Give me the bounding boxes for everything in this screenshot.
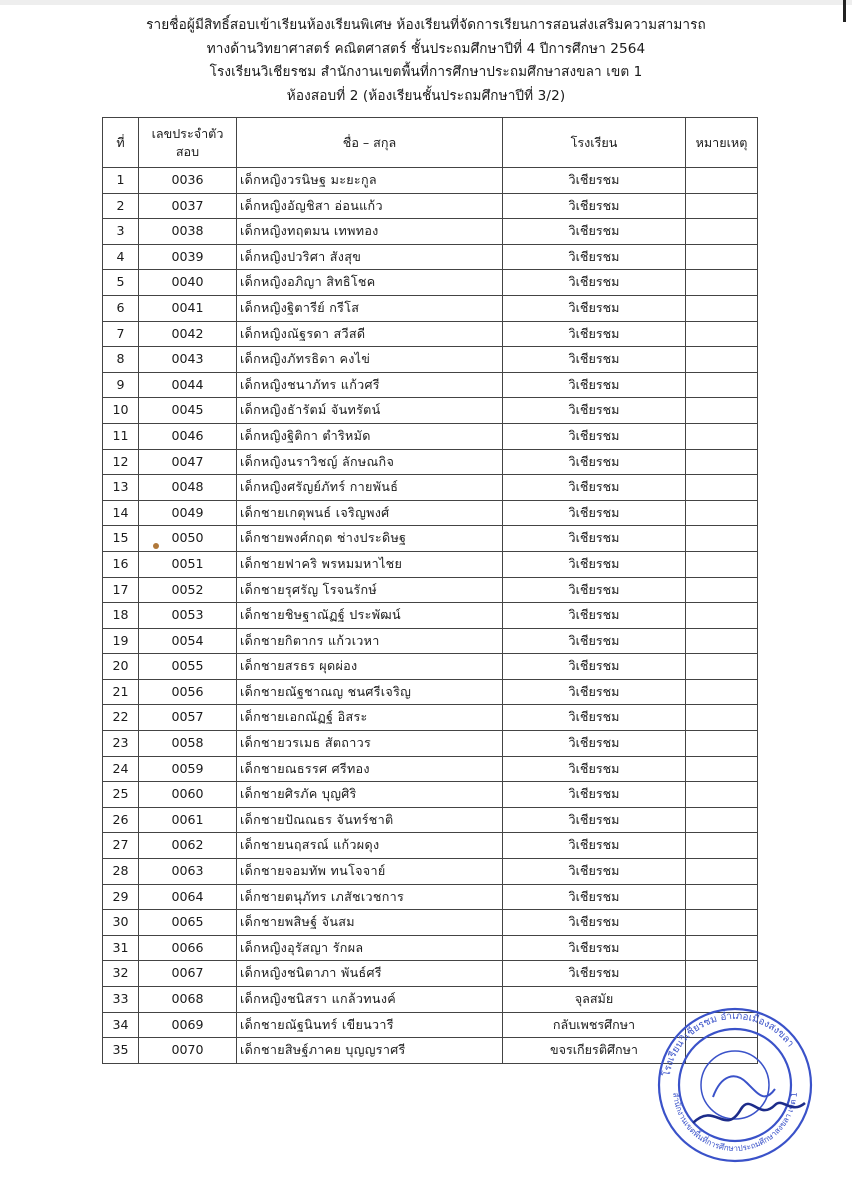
table-row bbox=[103, 603, 758, 629]
table-header-row bbox=[103, 118, 758, 168]
cell-no: 18 bbox=[103, 603, 139, 629]
table-row bbox=[103, 679, 758, 705]
header-line-3: โรงเรียนวิเชียรชม สำนักงานเขตพื้นที่การศึกษาประถมศึกษาสงขลา เขต 1 bbox=[209, 64, 643, 80]
table-row bbox=[103, 961, 758, 987]
col-header-school: โรงเรียน bbox=[503, 118, 686, 168]
cell-school: วิเชียรชม bbox=[503, 884, 686, 910]
cell-note bbox=[686, 756, 758, 782]
cell-name: เด็กหญิงธัารัตม์ จันทรัตน์ bbox=[237, 398, 503, 424]
cell-exam-id: 0048 bbox=[139, 475, 237, 501]
cell-note bbox=[686, 475, 758, 501]
table-row bbox=[103, 910, 758, 936]
cell-exam-id: 0042 bbox=[139, 321, 237, 347]
col-header-note: หมายเหตุ bbox=[686, 118, 758, 168]
cell-school: วิเชียรชม bbox=[503, 423, 686, 449]
cell-name: เด็กชายฟาคริ พรหมมหาไชย bbox=[237, 551, 503, 577]
roster-body bbox=[103, 168, 758, 1064]
cell-no: 20 bbox=[103, 654, 139, 680]
header-line-2: ทางด้านวิทยาศาสตร์ คณิตศาสตร์ ชั้นประถมศึกษาปีที่ 4 ปีการศึกษา 2564 bbox=[206, 40, 646, 57]
cell-name: เด็กชายรุศรัญ โรจนรักษ์ bbox=[237, 577, 503, 603]
table-row bbox=[103, 731, 758, 757]
cell-school: วิเชียรชม bbox=[503, 193, 686, 219]
cell-note bbox=[686, 295, 758, 321]
cell-no: 16 bbox=[103, 551, 139, 577]
cell-exam-id: 0067 bbox=[139, 961, 237, 987]
table-row bbox=[103, 551, 758, 577]
cell-no: 9 bbox=[103, 372, 139, 398]
table-row bbox=[103, 168, 758, 194]
cell-no: 2 bbox=[103, 193, 139, 219]
table-row bbox=[103, 449, 758, 475]
cell-name: เด็กชายปัณณธร จันทร์ชาติ bbox=[237, 807, 503, 833]
cell-exam-id: 0059 bbox=[139, 756, 237, 782]
cell-note bbox=[686, 168, 758, 194]
cell-name: เด็กชายชิษฐาณัฏฐ์ ประพัฒน์ bbox=[237, 603, 503, 629]
cell-no: 13 bbox=[103, 475, 139, 501]
cell-note bbox=[686, 347, 758, 373]
cell-school: วิเชียรชม bbox=[503, 219, 686, 245]
cell-exam-id: 0063 bbox=[139, 859, 237, 885]
cell-name: เด็กชายสรธร ผุดผ่อง bbox=[237, 654, 503, 680]
table-row bbox=[103, 782, 758, 808]
cell-exam-id: 0053 bbox=[139, 603, 237, 629]
cell-no: 33 bbox=[103, 987, 139, 1013]
cell-no: 29 bbox=[103, 884, 139, 910]
cell-school: วิเชียรชม bbox=[503, 603, 686, 629]
cell-exam-id: 0057 bbox=[139, 705, 237, 731]
cell-school: วิเชียรชม bbox=[503, 347, 686, 373]
cell-no: 31 bbox=[103, 935, 139, 961]
cell-exam-id: 0043 bbox=[139, 347, 237, 373]
cell-no: 23 bbox=[103, 731, 139, 757]
cell-no: 24 bbox=[103, 756, 139, 782]
cell-note bbox=[686, 244, 758, 270]
cell-no: 3 bbox=[103, 219, 139, 245]
cell-exam-id: 0062 bbox=[139, 833, 237, 859]
cell-school: วิเชียรชม bbox=[503, 372, 686, 398]
cell-no: 8 bbox=[103, 347, 139, 373]
cell-no: 19 bbox=[103, 628, 139, 654]
cell-no: 26 bbox=[103, 807, 139, 833]
cell-name: เด็กชายณธรรศ ศรีทอง bbox=[237, 756, 503, 782]
cell-school: วิเชียรชม bbox=[503, 295, 686, 321]
cell-no: 4 bbox=[103, 244, 139, 270]
cell-school: วิเชียรชม bbox=[503, 705, 686, 731]
cell-exam-id: 0065 bbox=[139, 910, 237, 936]
cell-exam-id: 0041 bbox=[139, 295, 237, 321]
col-header-exam-id-line2: สอบ bbox=[175, 143, 200, 159]
cell-no: 22 bbox=[103, 705, 139, 731]
header-line-1: รายชื่อผู้มีสิทธิ์สอบเข้าเรียนห้องเรียนพิเศษ ห้องเรียนที่จัดการเรียนการสอนส่งเสริมความสามารถ bbox=[146, 17, 706, 33]
cell-school: วิเชียรชม bbox=[503, 961, 686, 987]
cell-note bbox=[686, 935, 758, 961]
table-row bbox=[103, 321, 758, 347]
cell-no: 34 bbox=[103, 1012, 139, 1038]
cell-exam-id: 0047 bbox=[139, 449, 237, 475]
cell-no: 15 bbox=[103, 526, 139, 552]
cell-school: วิเชียรชม bbox=[503, 449, 686, 475]
seal-outer-ring bbox=[659, 1009, 811, 1161]
cell-school: จุลสมัย bbox=[503, 987, 686, 1013]
cell-note bbox=[686, 603, 758, 629]
table-row bbox=[103, 475, 758, 501]
col-header-no: ที่ bbox=[103, 118, 139, 168]
cell-exam-id: 0050 bbox=[139, 526, 237, 552]
cell-exam-id: 0060 bbox=[139, 782, 237, 808]
table-row bbox=[103, 295, 758, 321]
cell-note bbox=[686, 270, 758, 296]
cell-name: เด็กชายพสิษฐ์ จันสม bbox=[237, 910, 503, 936]
cell-school: วิเชียรชม bbox=[503, 654, 686, 680]
table-row bbox=[103, 628, 758, 654]
cell-school: วิเชียรชม bbox=[503, 679, 686, 705]
cell-name: เด็กชายพงศ์กฤต ช่างประดิษฐ bbox=[237, 526, 503, 552]
cell-exam-id: 0038 bbox=[139, 219, 237, 245]
cell-name: เด็กชายจอมทัพ ทนโจจาย์ bbox=[237, 859, 503, 885]
cell-note bbox=[686, 526, 758, 552]
cell-note bbox=[686, 705, 758, 731]
cell-no: 6 bbox=[103, 295, 139, 321]
table-row bbox=[103, 833, 758, 859]
table-row bbox=[103, 884, 758, 910]
cell-no: 25 bbox=[103, 782, 139, 808]
table-row bbox=[103, 423, 758, 449]
col-header-name: ชื่อ – สกุล bbox=[237, 118, 503, 168]
cell-no: 21 bbox=[103, 679, 139, 705]
cell-name: เด็กหญิงอุรัสญา รักผล bbox=[237, 935, 503, 961]
cell-note bbox=[686, 654, 758, 680]
cell-note bbox=[686, 884, 758, 910]
cell-note bbox=[686, 577, 758, 603]
cell-note bbox=[686, 219, 758, 245]
cell-exam-id: 0054 bbox=[139, 628, 237, 654]
cell-note bbox=[686, 807, 758, 833]
cell-note bbox=[686, 449, 758, 475]
cell-name: เด็กหญิงฐิตารีย์ กรีโส bbox=[237, 295, 503, 321]
school-seal-stamp bbox=[655, 1005, 815, 1165]
cell-note bbox=[686, 372, 758, 398]
cell-no: 27 bbox=[103, 833, 139, 859]
cell-school: วิเชียรชม bbox=[503, 577, 686, 603]
cell-school: วิเชียรชม bbox=[503, 500, 686, 526]
table-row bbox=[103, 807, 758, 833]
cell-school: วิเชียรชม bbox=[503, 782, 686, 808]
cell-school: วิเชียรชม bbox=[503, 244, 686, 270]
cell-no: 32 bbox=[103, 961, 139, 987]
cell-name: เด็กหญิงชนาภัทร แก้วศรี bbox=[237, 372, 503, 398]
cell-school: วิเชียรชม bbox=[503, 551, 686, 577]
cell-exam-id: 0056 bbox=[139, 679, 237, 705]
cell-name: เด็กหญิงอัญชิสา อ่อนแก้ว bbox=[237, 193, 503, 219]
table-row bbox=[103, 526, 758, 552]
cell-name: เด็กชายเอกณัฏฐ์ อิสระ bbox=[237, 705, 503, 731]
cell-school: วิเชียรชม bbox=[503, 756, 686, 782]
seal-inner-ring bbox=[679, 1029, 791, 1141]
table-row bbox=[103, 500, 758, 526]
cell-name: เด็กชายณัฐนินทร์ เขียนวารี bbox=[237, 1012, 503, 1038]
cell-no: 28 bbox=[103, 859, 139, 885]
cell-note bbox=[686, 782, 758, 808]
table-row bbox=[103, 244, 758, 270]
header-line-4: ห้องสอบที่ 2 (ห้องเรียนชั้นประถมศึกษาปีที่ 3/2) bbox=[286, 87, 566, 104]
cell-name: เด็กหญิงภัทรธิดา คงไข่ bbox=[237, 347, 503, 373]
cell-exam-id: 0049 bbox=[139, 500, 237, 526]
cell-exam-id: 0040 bbox=[139, 270, 237, 296]
cell-school: วิเชียรชม bbox=[503, 398, 686, 424]
table-row bbox=[103, 705, 758, 731]
cell-name: เด็กหญิงนราวิชญ์ ลักษณกิจ bbox=[237, 449, 503, 475]
cell-note bbox=[686, 398, 758, 424]
cell-no: 35 bbox=[103, 1038, 139, 1064]
cell-name: เด็กชายเกตุพนธ์ เจริญพงศ์ bbox=[237, 500, 503, 526]
table-row bbox=[103, 347, 758, 373]
cell-note bbox=[686, 679, 758, 705]
cell-exam-id: 0036 bbox=[139, 168, 237, 194]
table-row bbox=[103, 577, 758, 603]
cell-note bbox=[686, 910, 758, 936]
seal-emblem-figure bbox=[713, 1076, 775, 1097]
table-row bbox=[103, 756, 758, 782]
cell-exam-id: 0044 bbox=[139, 372, 237, 398]
cell-no: 10 bbox=[103, 398, 139, 424]
cell-school: วิเชียรชม bbox=[503, 168, 686, 194]
cell-name: เด็กชายสิษฐ์ภาคย บุญญราศรี bbox=[237, 1038, 503, 1064]
cell-note bbox=[686, 731, 758, 757]
cell-name: เด็กหญิงปวริศา สังสุข bbox=[237, 244, 503, 270]
table-row bbox=[103, 859, 758, 885]
cell-no: 7 bbox=[103, 321, 139, 347]
cell-exam-id: 0070 bbox=[139, 1038, 237, 1064]
cell-note bbox=[686, 961, 758, 987]
cell-name: เด็กหญิงฐิติกา ตำริหมัด bbox=[237, 423, 503, 449]
cell-no: 1 bbox=[103, 168, 139, 194]
table-row bbox=[103, 372, 758, 398]
cell-school: วิเชียรชม bbox=[503, 628, 686, 654]
cell-exam-id: 0058 bbox=[139, 731, 237, 757]
cell-school: วิเชียรชม bbox=[503, 859, 686, 885]
table-row bbox=[103, 270, 758, 296]
seal-text-top: โรงเรียนวิเชียรชม อำเภอเมืองสงขลา bbox=[661, 1010, 796, 1078]
col-header-exam-id-line1: เลขประจำตัว bbox=[151, 125, 224, 141]
table-row bbox=[103, 193, 758, 219]
cell-name: เด็กชายตนุภัทร เภสัชเวชการ bbox=[237, 884, 503, 910]
cell-name: เด็กหญิงชนิตาภา พันธ์ศรี bbox=[237, 961, 503, 987]
cell-name: เด็กชายศิรภัค บุญศิริ bbox=[237, 782, 503, 808]
cell-name: เด็กชายวรเมธ สัตถาวร bbox=[237, 731, 503, 757]
cell-school: วิเชียรชม bbox=[503, 935, 686, 961]
table-row bbox=[103, 654, 758, 680]
cell-exam-id: 0051 bbox=[139, 551, 237, 577]
cell-no: 30 bbox=[103, 910, 139, 936]
cell-exam-id: 0046 bbox=[139, 423, 237, 449]
cell-note bbox=[686, 193, 758, 219]
cell-school: กลับเพชรศึกษา bbox=[503, 1012, 686, 1038]
col-header-exam-id bbox=[139, 118, 237, 168]
cell-name: เด็กหญิงณัฐรดา สวีสดี bbox=[237, 321, 503, 347]
scan-top-edge bbox=[0, 0, 852, 5]
ink-dot-mark bbox=[153, 543, 159, 549]
roster-table bbox=[102, 117, 758, 1064]
cell-exam-id: 0055 bbox=[139, 654, 237, 680]
cell-school: ขจรเกียรติศึกษา bbox=[503, 1038, 686, 1064]
cell-exam-id: 0064 bbox=[139, 884, 237, 910]
cell-school: วิเชียรชม bbox=[503, 910, 686, 936]
cell-name: เด็กชายนฤสรณ์ แก้วผดุง bbox=[237, 833, 503, 859]
cell-name: เด็กหญิงวรนิษฐ มะยะกูล bbox=[237, 168, 503, 194]
seal-text-bottom: สำนักงานเขตพื้นที่การศึกษาประถมศึกษาสงขลา เขต 1 bbox=[670, 1091, 799, 1154]
cell-exam-id: 0069 bbox=[139, 1012, 237, 1038]
cell-exam-id: 0045 bbox=[139, 398, 237, 424]
cell-note bbox=[686, 500, 758, 526]
cell-exam-id: 0066 bbox=[139, 935, 237, 961]
cell-exam-id: 0037 bbox=[139, 193, 237, 219]
cell-exam-id: 0052 bbox=[139, 577, 237, 603]
cell-note bbox=[686, 423, 758, 449]
cell-note bbox=[686, 551, 758, 577]
cell-name: เด็กชายณัฐชาณญ ชนศรีเจริญ bbox=[237, 679, 503, 705]
cell-school: วิเชียรชม bbox=[503, 526, 686, 552]
cell-exam-id: 0039 bbox=[139, 244, 237, 270]
cell-note bbox=[686, 833, 758, 859]
cell-name: เด็กหญิงทฤตมน เทพทอง bbox=[237, 219, 503, 245]
cell-no: 14 bbox=[103, 500, 139, 526]
cell-no: 12 bbox=[103, 449, 139, 475]
table-row bbox=[103, 398, 758, 424]
cell-school: วิเชียรชม bbox=[503, 731, 686, 757]
document-header bbox=[0, 14, 852, 108]
cell-note bbox=[686, 321, 758, 347]
cell-exam-id: 0061 bbox=[139, 807, 237, 833]
cell-school: วิเชียรชม bbox=[503, 833, 686, 859]
cell-exam-id: 0068 bbox=[139, 987, 237, 1013]
cell-note bbox=[686, 859, 758, 885]
cell-no: 17 bbox=[103, 577, 139, 603]
cell-name: เด็กชายกิตากร แก้วเวหา bbox=[237, 628, 503, 654]
cell-name: เด็กหญิงอภิญา สิทธิโชค bbox=[237, 270, 503, 296]
cell-school: วิเชียรชม bbox=[503, 321, 686, 347]
cell-note bbox=[686, 628, 758, 654]
cell-name: เด็กหญิงชนิสรา แกล้วทนงค์ bbox=[237, 987, 503, 1013]
cell-name: เด็กหญิงศรัญย์ภัทร์ กายพันธ์ bbox=[237, 475, 503, 501]
table-row bbox=[103, 219, 758, 245]
cell-school: วิเชียรชม bbox=[503, 807, 686, 833]
cell-no: 5 bbox=[103, 270, 139, 296]
cell-school: วิเชียรชม bbox=[503, 475, 686, 501]
cell-no: 11 bbox=[103, 423, 139, 449]
table-row bbox=[103, 935, 758, 961]
cell-school: วิเชียรชม bbox=[503, 270, 686, 296]
